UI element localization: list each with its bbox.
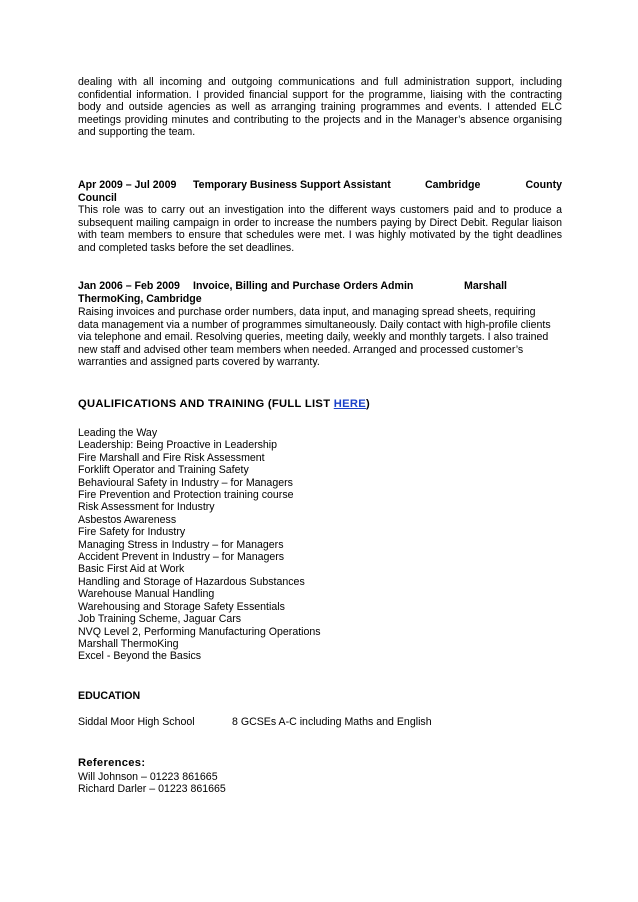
- job-1-employer-line2-text: Council: [78, 192, 117, 204]
- qualification-item: Behavioural Safety in Industry – for Managers: [78, 476, 293, 489]
- qualification-item: Fire Prevention and Protection training course: [78, 489, 294, 502]
- qualification-item: Forklift Operator and Training Safety: [78, 464, 249, 477]
- job-1-description: This role was to carry out an investigation into the different ways customers paid and to produce a subsequent mailing campaign in order to increase the numbers paying by Direct Debit. Regular liaison with team members to ensure that schedules were met. I was highly motivated by the tight deadlines and completed tasks before the set deadlines.: [78, 204, 562, 254]
- reference-entry: Will Johnson – 01223 861665: [78, 771, 218, 783]
- job-2-description-line: via telephone and email. Resolving queries, meeting daily, weekly and monthly targets. I also trained: [78, 331, 549, 344]
- references-heading: References:: [78, 757, 146, 769]
- qualifications-heading: [78, 398, 370, 410]
- qualifications-heading-text: QUALIFICATIONS AND TRAINING (FULL LIST: [78, 398, 334, 410]
- job-1-employer: Cambridge: [425, 179, 481, 191]
- job-2-description-line: Raising invoices and purchase order numbers, data input, and managing spread sheets, requiring: [78, 306, 536, 318]
- job-1-employer-cont: County: [525, 179, 562, 191]
- qualification-item: Job Training Scheme, Jaguar Cars: [78, 613, 242, 626]
- qualification-item: Handling and Storage of Hazardous Substances: [78, 575, 305, 588]
- qualification-item: Risk Assessment for Industry: [78, 501, 215, 514]
- qualifications-list: [78, 427, 321, 663]
- job-1-title: Temporary Business Support Assistant: [193, 179, 391, 191]
- qualification-item: Basic First Aid at Work: [78, 563, 185, 576]
- qualification-item: NVQ Level 2, Performing Manufacturing Operations: [78, 625, 321, 638]
- job-2-employer-line2-text: ThermoKing, Cambridge: [78, 293, 202, 305]
- education-heading: EDUCATION: [78, 690, 141, 702]
- reference-entry: Richard Darler – 01223 861665: [78, 783, 226, 795]
- qualification-item: Asbestos Awareness: [78, 513, 177, 526]
- job-2-dates: Jan 2006 – Feb 2009: [78, 280, 180, 292]
- full-list-link[interactable]: HERE: [333, 398, 367, 410]
- job-2-description-line: new staff and advised other team members when needed. Arranged and processed customer’s: [78, 343, 524, 356]
- qualification-item: Excel - Beyond the Basics: [78, 650, 202, 663]
- qualification-item: Fire Marshall and Fire Risk Assessment: [78, 451, 265, 464]
- job-2-title: Invoice, Billing and Purchase Orders Admin: [193, 280, 414, 292]
- qualifications-heading-suffix: ): [366, 398, 371, 410]
- job-1-dates: Apr 2009 – Jul 2009: [78, 179, 177, 191]
- job-2-description-line: warranties and assigned parts covered by warranty.: [78, 356, 320, 369]
- job-2-description: [78, 306, 562, 369]
- qualification-item: Warehousing and Storage Safety Essentials: [78, 600, 285, 613]
- education-grades: 8 GCSEs A-C including Maths and English: [232, 716, 432, 728]
- qualification-item: Accident Prevent in Industry – for Managers: [78, 551, 285, 564]
- job-2-description-line: data management via a number of programmes simultaneously. Daily contact with high-profile clients: [78, 318, 551, 331]
- qualification-item: Leadership: Being Proactive in Leadership: [78, 439, 278, 452]
- qualification-item: Managing Stress in Industry – for Managers: [78, 538, 284, 551]
- qualification-item: Leading the Way: [78, 427, 158, 439]
- job-2-employer: Marshall: [464, 280, 507, 292]
- qualification-item: Marshall ThermoKing: [78, 637, 179, 650]
- qualification-item: Fire Safety for Industry: [78, 526, 186, 539]
- qualification-item: Warehouse Manual Handling: [78, 588, 215, 601]
- education-school: Siddal Moor High School: [78, 716, 195, 728]
- intro-paragraph: dealing with all incoming and outgoing communications and full administration support, including confidential information. I provided financial support for the programme, liaising with the contracting body and outside agencies as well as arranging training programmes and events. I attended ELC meetings providing minutes and contributing to the projects and in the Manager’s absence organising and supporting the team.: [78, 76, 562, 139]
